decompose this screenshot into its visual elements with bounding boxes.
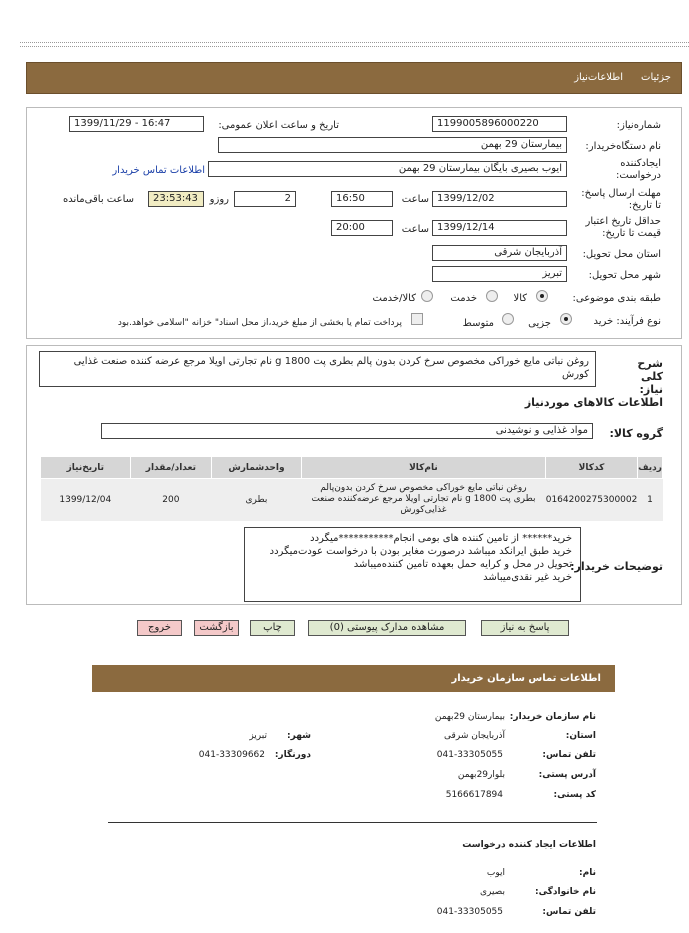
reply-deadline-label: مهلت ارسال پاسخ: تا تاریخ: xyxy=(581,188,661,211)
col-quantity: تعداد/مقدار xyxy=(130,457,211,479)
process-minor-radio[interactable] xyxy=(560,313,572,325)
contact-phone-label: تلفن تماس: xyxy=(542,750,596,760)
device-field: بیمارستان 29 بهمن xyxy=(218,137,567,153)
need-number-field: 1199005896000220 xyxy=(432,116,567,132)
col-need-date: تاریخ‌نیاز xyxy=(41,457,131,479)
need-info-tab[interactable]: اطلاعات‌نیاز xyxy=(574,72,623,83)
postal-label: کد پستی: xyxy=(553,790,596,800)
address-value: بلوار29بهمن xyxy=(457,770,505,780)
goods-group-label: گروه کالا: xyxy=(609,427,663,440)
category-service-label: خدمت xyxy=(450,293,477,304)
row-unit: بطری xyxy=(245,494,268,505)
buyer-note-line: خرید طبق ایرانکد میباشد درصورت مغایر بودن با درخواست عودت‌میگردد xyxy=(269,546,572,557)
category-goods-label: کالا xyxy=(513,293,527,304)
process-medium-label: متوسط xyxy=(462,318,494,329)
table-row xyxy=(41,479,663,521)
top-divider xyxy=(20,42,689,43)
col-row-index: ردیف xyxy=(638,457,663,479)
device-label: نام دستگاه‌خریدار: xyxy=(585,141,661,152)
details-header-bar xyxy=(26,62,682,94)
category-label: طبقه بندی موضوعی: xyxy=(572,293,661,304)
validity-time-field: 20:00 xyxy=(331,220,393,236)
need-number-label: شماره‌نیاز: xyxy=(616,120,661,131)
days-field: 2 xyxy=(234,191,296,207)
creator-name-value: ایوب xyxy=(486,868,505,878)
creator-phone-label: تلفن تماس: xyxy=(542,907,596,917)
print-button[interactable]: چاپ xyxy=(250,620,295,636)
buyer-contact-link[interactable]: اطلاعات تماس خریدار xyxy=(112,165,205,176)
exit-button[interactable]: خروج xyxy=(137,620,182,636)
process-label: نوع فرآیند: خرید xyxy=(593,316,661,327)
org-label: نام سازمان خریدار: xyxy=(509,712,596,722)
creator-section-title: اطلاعات ایجاد کننده درخواست xyxy=(462,840,596,850)
col-goods-name: نام‌کالا xyxy=(301,457,545,479)
city-label: شهر محل تحویل: xyxy=(588,270,661,281)
goods-section-title: اطلاعات کالاهای موردنیاز xyxy=(524,396,663,409)
days-label: روزو xyxy=(209,194,229,205)
col-goods-code: کدکالا xyxy=(546,457,638,479)
contact-fax-label: دورنگار: xyxy=(274,750,311,760)
validity-label: حداقل تاریخ اعتبار قیمت تا تاریخ: xyxy=(585,216,661,239)
contact-header-title: اطلاعات تماس سازمان خریدار xyxy=(451,673,601,684)
category-both-radio[interactable] xyxy=(421,290,433,302)
announce-field: 1399/11/29 - 16:47 xyxy=(69,116,204,132)
top-divider-2 xyxy=(20,46,689,47)
reply-time-label: ساعت xyxy=(401,194,429,205)
category-goods-radio[interactable] xyxy=(536,290,548,302)
reply-date-field: 1399/12/02 xyxy=(432,191,567,207)
reply-button[interactable]: پاسخ به نیاز xyxy=(481,620,569,636)
summary-text: روغن نباتی مایع خوراکی مخصوص سرخ کردن بدون پالم بطری پت 1800 g نام تجارتی اویلا مرجع عرضه کننده صنعت غذایی کورش xyxy=(39,351,596,387)
category-service-radio[interactable] xyxy=(486,290,498,302)
contact-header-bar xyxy=(92,665,615,692)
remaining-label: ساعت باقی‌مانده xyxy=(62,194,134,205)
row-quantity: 200 xyxy=(162,494,180,505)
address-label: آدرس پستی: xyxy=(538,770,596,780)
goods-table xyxy=(40,456,663,521)
contact-phone-value: 041-33305055 xyxy=(436,750,503,760)
process-minor-label: جزیی xyxy=(528,318,551,329)
payment-note: پرداخت تمام یا بخشی از مبلغ خرید،از محل اسناد" خزانه "اسلامی خواهد.بود xyxy=(117,318,402,328)
contact-province-label: استان: xyxy=(565,731,596,741)
province-field: آذربایجان شرقی xyxy=(432,245,567,261)
attachments-button[interactable]: مشاهده مدارک پیوستی (0) xyxy=(308,620,466,636)
row-goods-name: روغن نباتی مایع خوراکی مخصوص سرخ کردن بدون‌پالم بطری پت 1800 g نام تجارتی اویلا مرجع عرضه‌کننده صنعت غذایی‌کورش xyxy=(311,483,536,516)
row-index: 1 xyxy=(647,494,653,505)
city-field: تبریز xyxy=(432,266,567,282)
creator-phone-value: 041-33305055 xyxy=(436,907,503,917)
payment-treasury-checkbox[interactable] xyxy=(411,313,423,325)
org-value: بیمارستان 29بهمن xyxy=(434,712,505,722)
row-need-date: 1399/12/04 xyxy=(59,494,112,505)
contact-province-value: آذربایجان شرقی xyxy=(444,731,505,741)
summary-label: شرح کلی نیاز: xyxy=(637,357,663,396)
buyer-note-line: خرید غیر نقدی‌میباشد xyxy=(483,572,572,583)
contact-divider xyxy=(108,822,597,823)
process-medium-radio[interactable] xyxy=(502,313,514,325)
col-unit: واحدشمارش xyxy=(212,457,302,479)
details-tab[interactable]: جزئیات xyxy=(641,72,671,83)
creator-family-value: بصیری xyxy=(479,887,505,897)
contact-city-label: شهر: xyxy=(287,731,311,741)
reply-time-field: 16:50 xyxy=(331,191,393,207)
creator-field: ایوب بصیری بایگان بیمارستان 29 بهمن xyxy=(208,161,567,177)
creator-family-label: نام خانوادگی: xyxy=(534,887,596,897)
province-label: استان محل تحویل: xyxy=(582,249,661,260)
creator-name-label: نام: xyxy=(579,868,596,878)
validity-date-field: 1399/12/14 xyxy=(432,220,567,236)
announce-label: تاریخ و ساعت اعلان عمومی: xyxy=(218,120,339,131)
category-both-label: کالا/خدمت xyxy=(372,293,416,304)
contact-fax-value: 041-33309662 xyxy=(198,750,265,760)
buyer-note-line: تحویل در محل و کرایه حمل بعهده تامین کننده‌میباشد xyxy=(353,559,572,570)
postal-value: 5166617894 xyxy=(445,790,503,800)
validity-time-label: ساعت xyxy=(401,224,429,235)
remaining-time-field: 23:53:43 xyxy=(148,191,204,207)
buyer-notes-box xyxy=(244,527,581,602)
buyer-notes-label: توضیحات خریدار: xyxy=(570,560,663,573)
contact-city-value: تبریز xyxy=(249,731,267,741)
buyer-note-line: خرید****** از تامین کننده های بومی انجام***********میگردد xyxy=(310,533,572,544)
back-button[interactable]: بازگشت xyxy=(194,620,239,636)
creator-label: ایجادکننده درخواست: xyxy=(616,158,661,181)
row-goods-code: 0164200275300002 xyxy=(545,494,638,505)
goods-group-field: مواد غذایی و نوشیدنی xyxy=(101,423,593,439)
